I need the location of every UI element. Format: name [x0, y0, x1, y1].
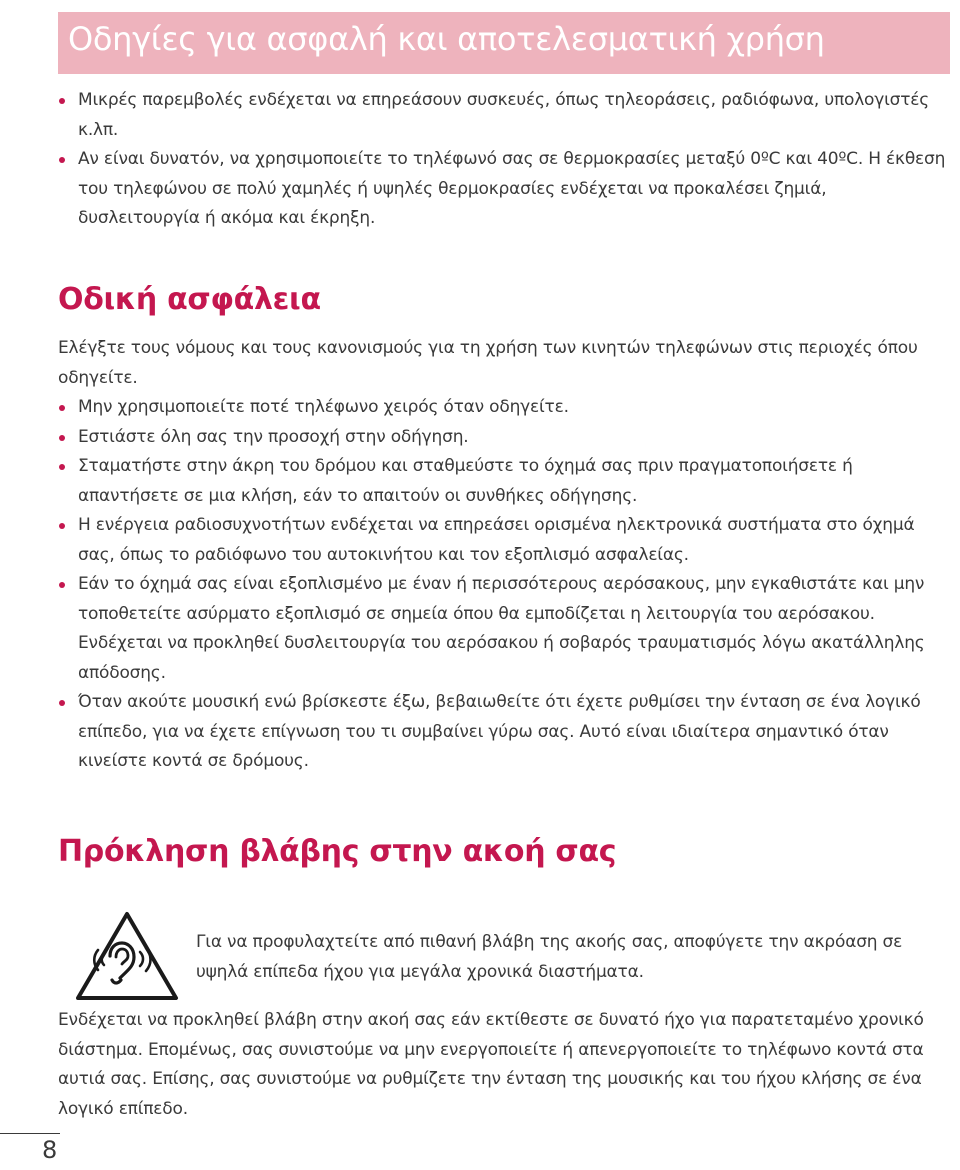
bullet-dot-icon [59, 464, 65, 470]
bullet-dot-icon [59, 523, 65, 529]
header-banner [58, 12, 950, 74]
road-safety-heading: Οδική ασφάλεια [58, 282, 321, 317]
intro-section [58, 86, 948, 234]
list-item: Εστιάστε όλη σας την προσοχή στην οδήγηση. [58, 423, 948, 453]
list-item: Σταματήστε στην άκρη του δρόμου και σταθμεύστε το όχημά σας πριν πραγματοποιήσετε ή απαντήσετε σε μια κλήση, εάν το απαιτούν οι συνθήκες οδήγησης. [58, 452, 948, 511]
list-item: Μην χρησιμοποιείτε ποτέ τηλέφωνο χειρός όταν οδηγείτε. [58, 393, 948, 423]
page-divider [0, 1133, 60, 1134]
bullet-dot-icon [59, 98, 65, 104]
bullet-dot-icon [59, 582, 65, 588]
bullet-dot-icon [59, 405, 65, 411]
bullet-dot-icon [59, 700, 65, 706]
list-item: Μικρές παρεμβολές ενδέχεται να επηρεάσουν συσκευές, όπως τηλεοράσεις, ραδιόφωνα, υπολογιστές κ.λπ. [58, 86, 948, 145]
hearing-body: Ενδέχεται να προκληθεί βλάβη στην ακοή σας εάν εκτίθεστε σε δυνατό ήχο για παρατεταμένο χρονικό διάστημα. Επομένως, σας συνιστούμε να μην ενεργοποιείτε ή απενεργοποιείτε το τηλέφωνο κοντά στα αυτιά σας. Επίσης, σας συνιστούμε να ρυθμίζετε την ένταση της μουσικής και του ήχου κλήσης σε ένα λογικό επίπεδο. [58, 1010, 924, 1119]
hearing-warning: Για να προφυλαχτείτε από πιθανή βλάβη της ακοής σας, αποφύγετε την ακρόαση σε υψηλά επίπεδα ήχου για μεγάλα χρονικά διαστήματα. [196, 932, 903, 982]
list-item: Η ενέργεια ραδιοσυχνοτήτων ενδέχεται να επηρεάσει ορισμένα ηλεκτρονικά συστήματα στο όχημά σας, όπως το ραδιόφωνο του αυτοκινήτου και τον εξοπλισμό ασφαλείας. [58, 511, 948, 570]
page-number: 8 [42, 1136, 58, 1164]
road-safety-section [58, 334, 948, 777]
hearing-heading: Πρόκληση βλάβης στην ακοή σας [58, 834, 617, 869]
list-item: Όταν ακούτε μουσική ενώ βρίσκεστε έξω, βεβαιωθείτε ότι έχετε ρυθμίσει την ένταση σε ένα λογικό επίπεδο, για να έχετε επίγνωση του τι συμβαίνει γύρω σας. Αυτό είναι ιδιαίτερα σημαντικό όταν κινείστε κοντά σε δρόμους. [58, 688, 948, 777]
list-item: Αν είναι δυνατόν, να χρησιμοποιείτε το τηλέφωνό σας σε θερμοκρασίες μεταξύ 0ºC και 40ºC. Η έκθεση του τηλεφώνου σε πολύ χαμηλές ή υψηλές θερμοκρασίες ενδέχεται να προκαλέσει ζημιά, δυσλειτουργία ή ακόμα και έκρηξη. [58, 145, 948, 234]
list-item: Εάν το όχημά σας είναι εξοπλισμένο με έναν ή περισσότερους αερόσακους, μην εγκαθιστάτε και μην τοποθετείτε ασύρματο εξοπλισμό σε σημεία όπου θα εμποδίζεται η λειτουργία του αερόσακου. Ενδέχεται να προκληθεί δυσλειτουργία του αερόσακου ή σοβαρός τραυματισμός λόγω ακατάλληλης απόδοσης. [58, 570, 948, 688]
bullet-dot-icon [59, 157, 65, 163]
page-title: Οδηγίες για ασφαλή και αποτελεσματική χρήση [68, 20, 825, 58]
hearing-body-section [58, 1006, 948, 1124]
hearing-warning-icon [74, 910, 180, 1002]
road-safety-bullet-list [58, 393, 948, 777]
road-safety-intro: Ελέγξτε τους νόμους και τους κανονισμούς για τη χρήση των κινητών τηλεφώνων στις περιοχές όπου οδηγείτε. [58, 338, 918, 388]
intro-bullet-list [58, 86, 948, 234]
bullet-dot-icon [59, 435, 65, 441]
